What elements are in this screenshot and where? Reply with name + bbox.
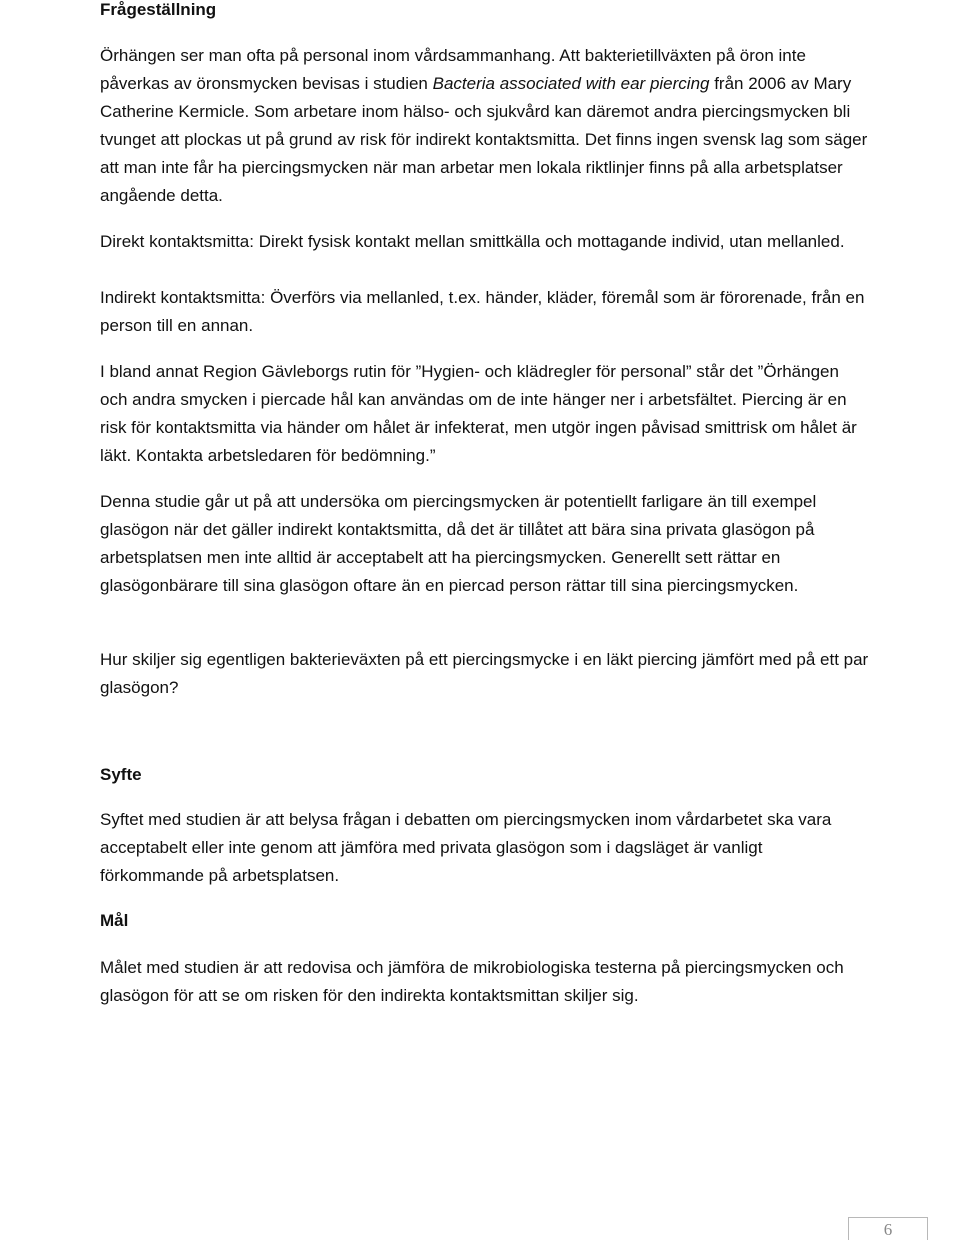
heading-fragestallning: Frågeställning [100, 0, 217, 19]
paragraph-intro [100, 42, 870, 210]
paragraph-mal: Målet med studien är att redovisa och jämföra de mikrobiologiska testerna på piercingsmycken och glasögon för att se om risken för den indirekta kontaktsmittan skiljer sig. [100, 958, 844, 1005]
paragraph-region-routine: I bland annat Region Gävleborgs rutin för ”Hygien- och klädregler för personal” står det ”Örhängen och andra smycken i piercade hål kan användas om de inte hänger ner i arbetsfältet. Piercing är en risk för kontaktsmitta via händer om hålet är infekterat, men utgör ingen påvisad smittrisk om hålet är läkt. Kontakta arbetsledaren för bedömning.” [100, 362, 857, 465]
paragraph-syfte: Syftet med studien är att belysa frågan i debatten om piercingsmycken inom vårdarbetet ska vara acceptabelt eller inte genom att jämföra med privata glasögon som i dagsläget är vanligt förkommande på arbetsplatsen. [100, 810, 832, 885]
paragraph-research-question: Hur skiljer sig egentligen bakterieväxten på ett piercingsmycke i en läkt piercing jämfört med på ett par glasögon? [100, 650, 869, 697]
page-number: 6 [883, 1220, 893, 1239]
paragraph-indirect-contact: Indirekt kontaktsmitta: Överförs via mellanled, t.ex. händer, kläder, föremål som är förorenade, från en person till en annan. [100, 288, 865, 335]
paragraph-direct-contact: Direkt kontaktsmitta: Direkt fysisk kontakt mellan smittkälla och mottagande individ, utan mellanled. [100, 232, 845, 251]
page-number-tab [848, 1217, 928, 1240]
study-title: Bacteria associated with ear piercing [432, 74, 710, 93]
heading-syfte: Syfte [100, 765, 142, 784]
heading-mal: Mål [100, 911, 129, 930]
paragraph-intro-text-end: från 2006 av Mary Catherine Kermicle. Som arbetare inom hälso- och sjukvård kan däremot andra piercingsmycken bli tvunget att plockas ut på grund av risk för indirekt kontaktsmitta. Det finns ingen svensk lag som säger att man inte får ha piercingsmycken när man arbetar men lokala riktlinjer finns på alla arbetsplatser angående detta. [100, 74, 868, 205]
paragraph-intro-text-start: Örhängen ser man ofta på personal inom vårdsammanhang. Att bakterietillväxten på öron inte påverkas av öronsmycken bevisas i studien [100, 46, 806, 93]
paragraph-study-purpose: Denna studie går ut på att undersöka om piercingsmycken är potentiellt farligare än till exempel glasögon när det gäller indirekt kontaktsmitta, då det är tillåtet att bära sina privata glasögon på arbetsplatsen men inte alltid är acceptabelt att ha piercingsmycken. Generellt sett rättar en glasögonbärare till sina glasögon oftare än en piercad person rättar till sina piercingsmycken. [100, 492, 817, 595]
